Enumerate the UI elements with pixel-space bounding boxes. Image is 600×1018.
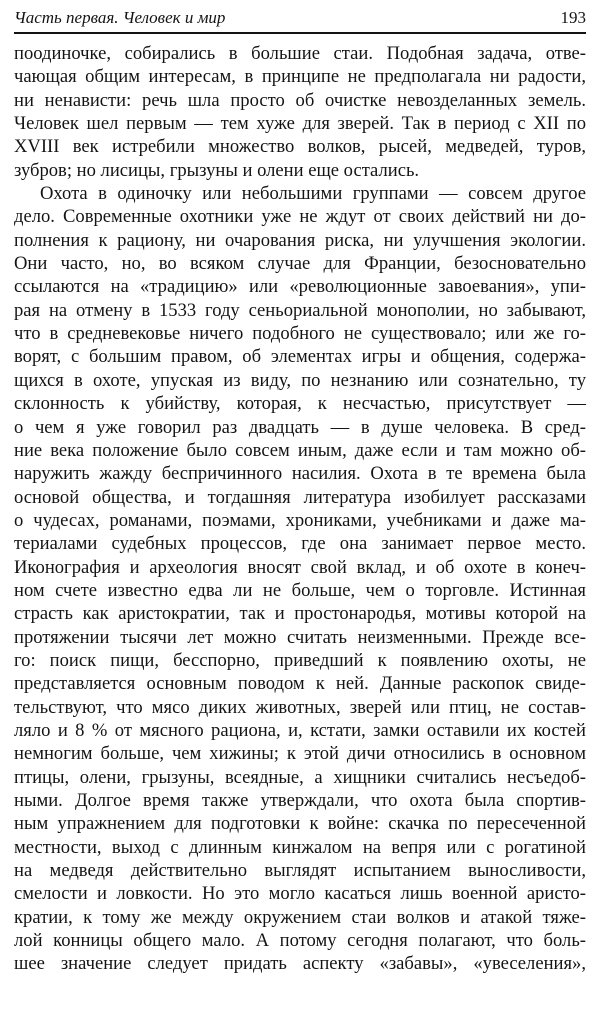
text-line: на медведя действительно выглядят испытанием выносливости,: [14, 860, 586, 882]
text-line: ни ненависти: речь шла просто об очистке невозделанных земель.: [14, 89, 586, 111]
text-line: ным упражнением для подготовки к войне: скачка по пересеченной: [14, 813, 586, 835]
text-line: лой конницы общего мало. А потому сегодня полагают, что боль-: [14, 930, 586, 952]
text-line: смелости и ловкости. Но это могло касаться лишь военной аристо-: [14, 883, 586, 905]
text-line: птицы, олени, грызуны, всеядные, а хищники считались несъедоб-: [14, 766, 586, 788]
text-line: териалами судебных процессов, где она занимает первое место.: [14, 533, 586, 555]
text-line: XVIII век истребили множество волков, рысей, медведей, туров,: [14, 136, 586, 158]
text-line: Они часто, но, во всяком случае для Франции, безосновательно: [14, 253, 586, 275]
text-line: наружить жажду беспричинного насилия. Охота в те времена была: [14, 463, 586, 485]
running-header: [14, 4, 586, 32]
text-line: щихся в охоте, упуская из виду, по незнанию или сознательно, ту: [14, 369, 586, 391]
text-line: основой общества, и тогдашняя литература изобилует рассказами: [14, 486, 586, 508]
running-header-title: Часть первая. Человек и мир: [14, 8, 226, 27]
text-line: ние века положение было совсем иным, даже если и там можно об-: [14, 439, 586, 461]
text-line: ворят, с большим правом, об элементах игры и общения, содержа-: [14, 346, 586, 368]
text-line: поодиночке, собирались в большие стаи. Подобная задача, отве-: [14, 43, 586, 64]
text-line: немногим больше, чем хижины; к этой дичи относились в основном: [14, 743, 586, 765]
text-line: чающая общим интересам, в принципе не предполагала ни радости,: [14, 66, 586, 88]
body-text: [14, 42, 586, 976]
page-number: 193: [560, 8, 586, 27]
text-line: кратии, к тому же между окружением стаи волков и атакой тяже-: [14, 906, 586, 928]
text-line: местности, выход с длинным кинжалом на вепря или с рогатиной: [14, 836, 586, 858]
text-line: о чем я уже говорил раз двадцать — в душе человека. В сред-: [14, 416, 586, 438]
text-line: склонность к убийству, которая, к несчастью, присутствует —: [14, 393, 586, 415]
text-line: тельствуют, что мясо диких животных, зверей или птиц, не состав-: [14, 696, 586, 718]
text-line: полнения к рациону, ни очарования риска, ни улучшения экологии.: [14, 229, 586, 251]
text-line: протяжении тысячи лет можно считать неизменными. Прежде все-: [14, 626, 586, 648]
header-rule: [14, 32, 586, 34]
text-line: рая на отмену в 1533 году сеньориальной монополии, но забывают,: [14, 299, 586, 321]
text-line: шее значение следует придать аспекту «забавы», «увеселения»,: [14, 953, 586, 975]
text-line: ном счете известно едва ли не больше, чем о торговле. Истинная: [14, 579, 586, 601]
text-line: о чудесах, романами, поэмами, хрониками, учебниками и даже ма-: [14, 509, 586, 531]
text-line: представляется основным поводом к ней. Данные раскопок свиде-: [14, 673, 586, 695]
text-line: го: поиск пищи, бесспорно, приведший к появлению охоты, не: [14, 649, 586, 671]
text-line: ными. Долгое время также утверждали, что охота была спортив-: [14, 790, 586, 811]
text-line: Человек шел первым — тем хуже для зверей. Так в период с XII по: [14, 113, 586, 135]
text-line: ляло и 8 % от мясного рациона, и, кстати, замки оставили их костей: [14, 719, 586, 741]
text-line: зубров; но лисицы, грызуны и олени еще остались.: [14, 159, 420, 181]
text-line: Охота в одиночку или небольшими группами — совсем другое: [40, 183, 586, 205]
text-line: ссылаются на «традицию» или «революционные завоевания», упи-: [14, 276, 586, 298]
text-line: дело. Современные охотники уже не ждут от своих действий ни до-: [14, 206, 586, 228]
text-line: что в средневековье ничего подобного не существовало; или же го-: [14, 323, 586, 345]
text-line: Иконография и археология вносят свой вклад, и об охоте в конеч-: [14, 556, 586, 578]
text-line: страсть как аристократии, так и простонародья, мотивы которой на: [14, 603, 586, 625]
